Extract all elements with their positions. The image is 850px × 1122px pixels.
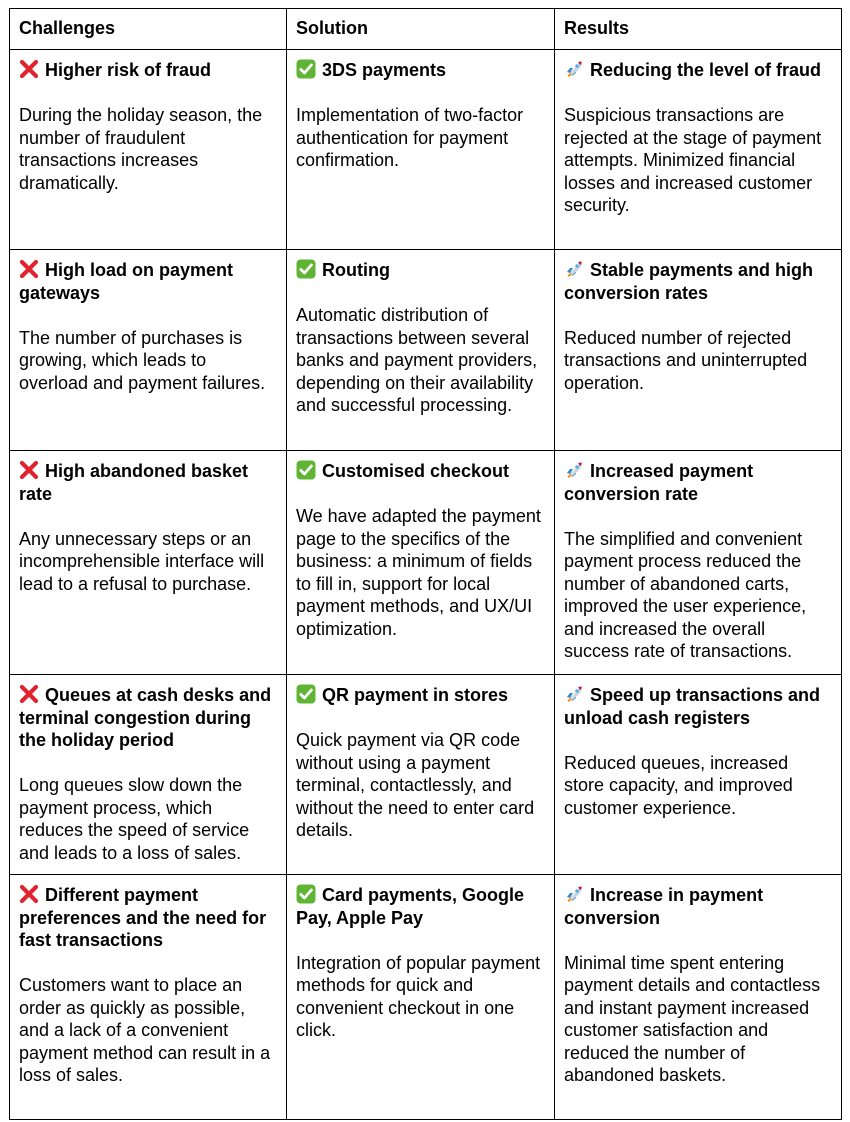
header-challenges: Challenges: [10, 9, 287, 50]
cell-description: Reduced queues, increased store capacity, and improved customer experience.: [564, 752, 793, 818]
cross-mark-icon: [19, 460, 39, 480]
cell-heading: [296, 59, 545, 82]
cell-heading: [296, 684, 545, 707]
result-cell: [555, 451, 842, 675]
cell-title: Increased payment conversion rate: [564, 461, 754, 504]
cell-title: High load on payment gateways: [19, 260, 234, 303]
solution-cell: [287, 451, 555, 675]
table-row: [10, 875, 842, 1120]
cell-heading: [564, 59, 832, 82]
solution-cell: [287, 250, 555, 451]
solution-cell: [287, 50, 555, 250]
challenge-cell: [10, 50, 287, 250]
rocket-icon: [564, 259, 584, 279]
cell-heading: [19, 684, 277, 752]
result-cell: [555, 250, 842, 451]
cell-description: Automatic distribution of transactions between several banks and payment providers, depending on their availability and successful processing.: [296, 305, 538, 415]
cross-mark-icon: [19, 884, 39, 904]
cell-description: During the holiday season, the number of fraudulent transactions increases dramatically.: [19, 105, 263, 193]
cell-title: Speed up transactions and unload cash registers: [564, 685, 821, 728]
cell-title: Customised checkout: [322, 461, 510, 481]
cell-title: High abandoned basket rate: [19, 461, 249, 504]
cell-heading: [564, 884, 832, 929]
challenge-cell: [10, 875, 287, 1120]
cross-mark-icon: [19, 684, 39, 704]
cell-description: Implementation of two-factor authentication for payment confirmation.: [296, 105, 524, 170]
check-mark-icon: [296, 684, 316, 704]
check-mark-icon: [296, 259, 316, 279]
cell-heading: [564, 684, 832, 729]
cell-description: Reduced number of rejected transactions and uninterrupted operation.: [564, 327, 808, 393]
cell-title: Different payment preferences and the need for fast transactions: [19, 885, 267, 950]
cell-description: The number of purchases is growing, which leads to overload and payment failures.: [19, 327, 266, 393]
cell-description: The simplified and convenient payment process reduced the number of abandoned carts, improved the user experience, and increased the overall success rate of transactions.: [564, 528, 807, 661]
cell-title: Queues at cash desks and terminal congestion during the holiday period: [19, 685, 272, 750]
cell-heading: [296, 884, 545, 929]
challenge-cell: [10, 675, 287, 875]
cell-heading: [19, 59, 277, 82]
challenge-cell: [10, 451, 287, 675]
rocket-icon: [564, 684, 584, 704]
result-cell: [555, 875, 842, 1120]
rocket-icon: [564, 884, 584, 904]
cell-heading: [19, 884, 277, 952]
table-row: [10, 50, 842, 250]
header-row: [10, 9, 842, 50]
cell-heading: [19, 460, 277, 505]
result-cell: [555, 50, 842, 250]
cell-description: Integration of popular payment methods for quick and convenient checkout in one click.: [296, 952, 541, 1040]
cell-title: 3DS payments: [322, 60, 447, 80]
table-row: [10, 250, 842, 451]
cell-heading: [564, 259, 832, 304]
cell-heading: [564, 460, 832, 505]
cell-title: QR payment in stores: [322, 685, 509, 705]
solution-cell: [287, 875, 555, 1120]
cell-description: Quick payment via QR code without using a payment terminal, contactlessly, and without the need to enter card details.: [296, 730, 535, 840]
cell-description: Suspicious transactions are rejected at the stage of payment attempts. Minimized financial losses and increased customer security.: [564, 105, 822, 215]
header-solution: Solution: [287, 9, 555, 50]
cell-title: Stable payments and high conversion rates: [564, 260, 814, 303]
comparison-table: [9, 8, 842, 1120]
rocket-icon: [564, 460, 584, 480]
challenge-cell: [10, 250, 287, 451]
cell-heading: [19, 259, 277, 304]
cell-title: Reducing the level of fraud: [590, 60, 822, 80]
cell-description: Any unnecessary steps or an incomprehensible interface will lead to a refusal to purchase.: [19, 528, 265, 594]
table-row: [10, 675, 842, 875]
cell-description: Minimal time spent entering payment details and contactless and instant payment increased customer satisfaction and reduced the number of abandoned baskets.: [564, 952, 821, 1085]
table-row: [10, 451, 842, 675]
check-mark-icon: [296, 884, 316, 904]
cell-title: Increase in payment conversion: [564, 885, 764, 928]
cell-heading: [296, 259, 545, 282]
cell-title: Higher risk of fraud: [45, 60, 212, 80]
cross-mark-icon: [19, 59, 39, 79]
cross-mark-icon: [19, 259, 39, 279]
header-results: Results: [555, 9, 842, 50]
cell-description: Long queues slow down the payment process, which reduces the speed of service and leads to a loss of sales.: [19, 775, 250, 863]
check-mark-icon: [296, 460, 316, 480]
solution-cell: [287, 675, 555, 875]
cell-title: Routing: [322, 260, 390, 280]
cell-description: We have adapted the payment page to the specifics of the business: a minimum of fields to fill in, support for local payment methods, and UX/UI optimization.: [296, 506, 541, 639]
rocket-icon: [564, 59, 584, 79]
result-cell: [555, 675, 842, 875]
cell-description: Customers want to place an order as quickly as possible, and a lack of a convenient payment method can result in a loss of sales.: [19, 975, 271, 1085]
cell-heading: [296, 460, 545, 483]
check-mark-icon: [296, 59, 316, 79]
cell-title: Card payments, Google Pay, Apple Pay: [296, 885, 525, 928]
